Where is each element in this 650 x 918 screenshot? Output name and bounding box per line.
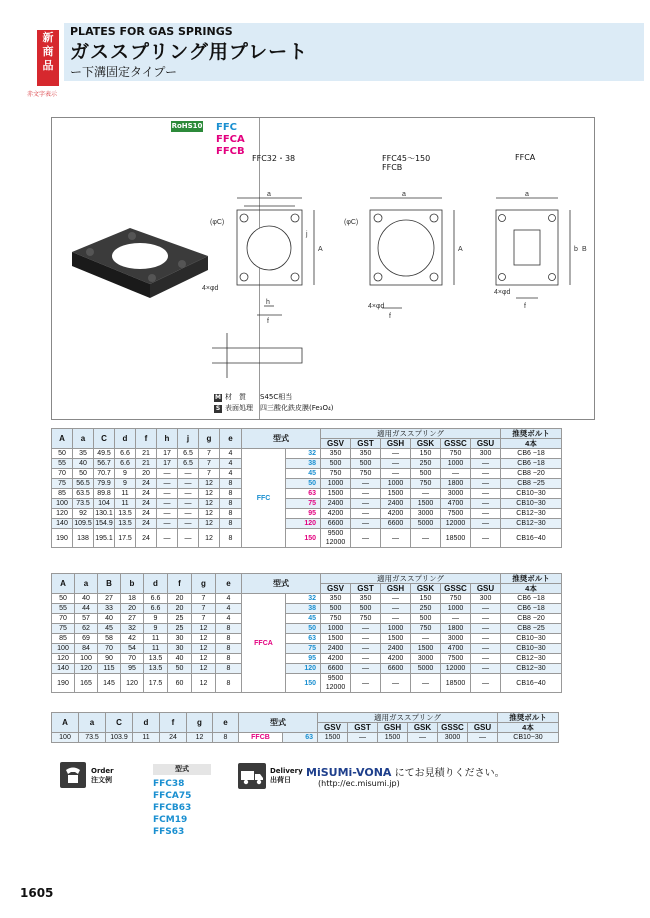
delivery-label-en: Delivery <box>270 767 303 775</box>
product-figure-box <box>51 117 595 420</box>
dim-h-1: h <box>266 299 270 306</box>
order-part: FFC38 <box>153 779 185 789</box>
ffcb-spec-table: A a C d f g e 型式 適用ガススプリング 推奨ボルト GSV GST GSH GSK GSSC GSU 4本 100 73.5 103.9 11 24 12 8 FFCB 63 1500 — 1500 — 3000 — CB10−30 <box>51 712 559 743</box>
misumi-vona-line: MiSUMi-VONA にてお見積りください。 <box>306 766 505 779</box>
dim-a-1: a <box>267 191 271 198</box>
ffca-spec-table: A a B b d f g e 型式 適用ガススプリング 推奨ボルト GSV GST GSH GSK GSSC GSU 4本 50 40 27 18 6.6 20 7 4 FFCA 32 350 350 — 150 750 300 CB6 −18 55 44 33 20 6.6 20 7 4 38 500 500 — 250 1000 — CB6 −18 70 57 40 27 9 25 7 4 45 750 750 — 500 — — CB8 −20 75 62 45 32 9 25 12 8 50 1000 — 1000 750 1800 — CB8 −25 85 69 58 42 11 30 12 8 63 1500 — 1500 — 3000 — CB10−30 100 84 70 54 11 30 12 8 75 2400 — 2400 1500 4700 — CB10−30 120 100 90 70 13.5 40 12 8 95 4200 — 4200 3000 7500 — CB12−30 140 120 115 95 13.5 50 12 8 120 6600 — 6600 5000 12000 — CB12−30 190 165 145 120 17.5 60 12 8 150 9500 12000 — — — 18500 — CB16−40 <box>51 573 562 693</box>
order-label-jp: 注文例 <box>91 776 112 784</box>
phone-icon <box>60 762 86 788</box>
table-row: 75 56.5 79.9 9 24 — — 12 8 50 1000 — 1000 750 1800 — CB8 −25 <box>52 479 562 489</box>
dim-a-3: a <box>525 191 529 198</box>
surface-row: S 表面処理 四三酸化鉄皮膜(Fe₃O₄) <box>215 404 334 412</box>
surface-icon: S <box>215 405 221 412</box>
order-part: FFS63 <box>153 827 185 837</box>
table-row: 190 138 195.1 17.5 24 — — 12 8 150 9500 12000 — — — 18500 — CB16−40 <box>52 529 562 548</box>
ffca-table-body <box>52 594 562 693</box>
table-row: 50 35 49.5 6.6 21 17 6.5 7 4 FFC 32 350 350 — 150 750 300 CB6 −18 <box>52 449 562 459</box>
drawing-title-1: FFC32・38 <box>252 154 296 163</box>
table-row: 120 100 90 70 13.5 40 12 8 95 4200 — 4200 3000 7500 — CB12−30 <box>52 654 562 664</box>
drawing-title-2b: FFCB <box>382 163 403 172</box>
table-row: 85 63.5 89.8 11 24 — — 12 8 63 1500 — 1500 — 3000 — CB10−30 <box>52 489 562 499</box>
type-ffcb: FFCB <box>239 733 283 743</box>
page-number: 1605 <box>20 886 54 900</box>
dim-b-3: b <box>574 246 578 253</box>
table-row: 100 84 70 54 11 30 12 8 75 2400 — 2400 1500 4700 — CB10−30 <box>52 644 562 654</box>
rohs-badge: RoHS10 <box>171 122 203 130</box>
table-row: 55 44 33 20 6.6 20 7 4 38 500 500 — 250 1000 — CB6 −18 <box>52 604 562 614</box>
order-part: FCM19 <box>153 815 188 825</box>
title-en: PLATES FOR GAS SPRINGS <box>70 25 233 38</box>
misumi-url[interactable]: (http://ec.misumi.jp) <box>318 779 400 788</box>
dim-hole-3: 4×φd <box>494 289 511 296</box>
table-row: 140 120 115 95 13.5 50 12 8 120 6600 — 6600 5000 12000 — CB12−30 <box>52 664 562 674</box>
dim-A-2: A <box>458 246 463 253</box>
type-ffc: FFC <box>242 449 286 548</box>
model-ffca: FFCA <box>216 134 245 145</box>
dim-f-1: f <box>267 318 269 325</box>
table-row: 55 40 56.7 6.6 21 17 6.5 7 4 38 500 500 — 250 1000 — CB6 −18 <box>52 459 562 469</box>
table-row: 70 57 40 27 9 25 7 4 45 750 750 — 500 — — CB8 −20 <box>52 614 562 624</box>
order-part: FFCB63 <box>153 803 192 813</box>
table-row: 120 92 130.1 13.5 24 — — 12 8 95 4200 — 4200 3000 7500 — CB12−30 <box>52 509 562 519</box>
badge-caption: 赤文字表示 <box>27 91 58 98</box>
new-product-badge: 新 商 品 <box>37 30 59 86</box>
dim-a-2: a <box>402 191 406 198</box>
ffcb-table-body <box>52 733 559 743</box>
dim-hole-1: 4×φd <box>202 285 219 292</box>
material-row: M 材 質 S45C相当 <box>215 393 293 401</box>
dim-f-2: f <box>389 313 391 320</box>
dim-phiC-1: (φC) <box>210 219 225 226</box>
table-row: 85 69 58 42 11 30 12 8 63 1500 — 1500 — 3000 — CB10−30 <box>52 634 562 644</box>
ffc-spec-table: A a C d f h j g e 型式 適用ガススプリング 推奨ボルト GSV GST GSH GSK GSSC GSU 4本 50 35 49.5 6.6 21 17 6.5 7 4 FFC 32 350 350 — 150 750 300 CB6 −18 55 40 56.7 6.6 21 17 6.5 7 4 38 500 500 — 250 1000 — CB6 −18 70 50 70.7 9 20 — — 7 4 45 750 750 — 500 — — CB8 −20 75 56.5 79.9 9 24 — — 12 8 50 1000 — 1000 750 1800 — CB8 −25 85 63.5 89.8 11 24 — — 12 8 63 1500 — 1500 — 3000 — CB10−30 100 73.5 104 11 24 — — 12 8 75 2400 — 2400 1500 4700 — CB10−30 120 92 130.1 13.5 24 — — 12 8 95 4200 — 4200 3000 7500 — CB12−30 140 109.5 154.9 13.5 24 — — 12 8 120 6600 — 6600 5000 12000 — CB12−30 190 138 195.1 17.5 24 — — 12 8 150 9500 12000 — — — 18500 — CB16−40 <box>51 428 562 548</box>
drawing-title-2a: FFC45～150 <box>382 154 431 163</box>
technical-drawings <box>52 118 596 419</box>
table-row: 70 50 70.7 9 20 — — 7 4 45 750 750 — 500 — — CB8 −20 <box>52 469 562 479</box>
material-icon: M <box>215 394 221 401</box>
page-title: ガススプリング用プレート <box>70 41 309 63</box>
ffc-table-body <box>52 449 562 548</box>
delivery-label-jp: 出荷日 <box>270 776 291 784</box>
table-row: 75 62 45 32 9 25 12 8 50 1000 — 1000 750 1800 — CB8 −25 <box>52 624 562 634</box>
order-label-en: Order <box>91 767 114 775</box>
table-row: 50 40 27 18 6.6 20 7 4 FFCA 32 350 350 — 150 750 300 CB6 −18 <box>52 594 562 604</box>
dim-j-1: j <box>306 231 308 238</box>
order-type-header: 型式 <box>153 764 211 775</box>
page-subtitle: ー下溝固定タイプー <box>70 65 178 79</box>
type-ffca: FFCA <box>242 594 286 693</box>
dim-phiC-2: (φC) <box>344 219 359 226</box>
dim-B-3: B <box>582 246 587 253</box>
table-row: 100 73.5 104 11 24 — — 12 8 75 2400 — 2400 1500 4700 — CB10−30 <box>52 499 562 509</box>
misumi-vona-logo: MiSUMi-VONA <box>306 766 392 779</box>
order-part-list <box>153 778 191 838</box>
order-part: FFCA75 <box>153 791 192 801</box>
drawing-title-3: FFCA <box>515 153 536 162</box>
dim-f-3: f <box>524 303 526 310</box>
dim-A-1: A <box>318 246 323 253</box>
dim-hole-2: 4×φd <box>368 303 385 310</box>
table-row: 100 73.5 103.9 11 24 12 8 FFCB 63 1500 — 1500 — 3000 — CB10−30 <box>52 733 559 743</box>
model-ffcb: FFCB <box>216 146 245 157</box>
table-row: 190 165 145 120 17.5 60 12 8 150 9500 12000 — — — 18500 — CB16−40 <box>52 674 562 693</box>
truck-icon <box>238 763 266 789</box>
table-row: 140 109.5 154.9 13.5 24 — — 12 8 120 6600 — 6600 5000 12000 — CB12−30 <box>52 519 562 529</box>
model-ffc: FFC <box>216 122 238 133</box>
